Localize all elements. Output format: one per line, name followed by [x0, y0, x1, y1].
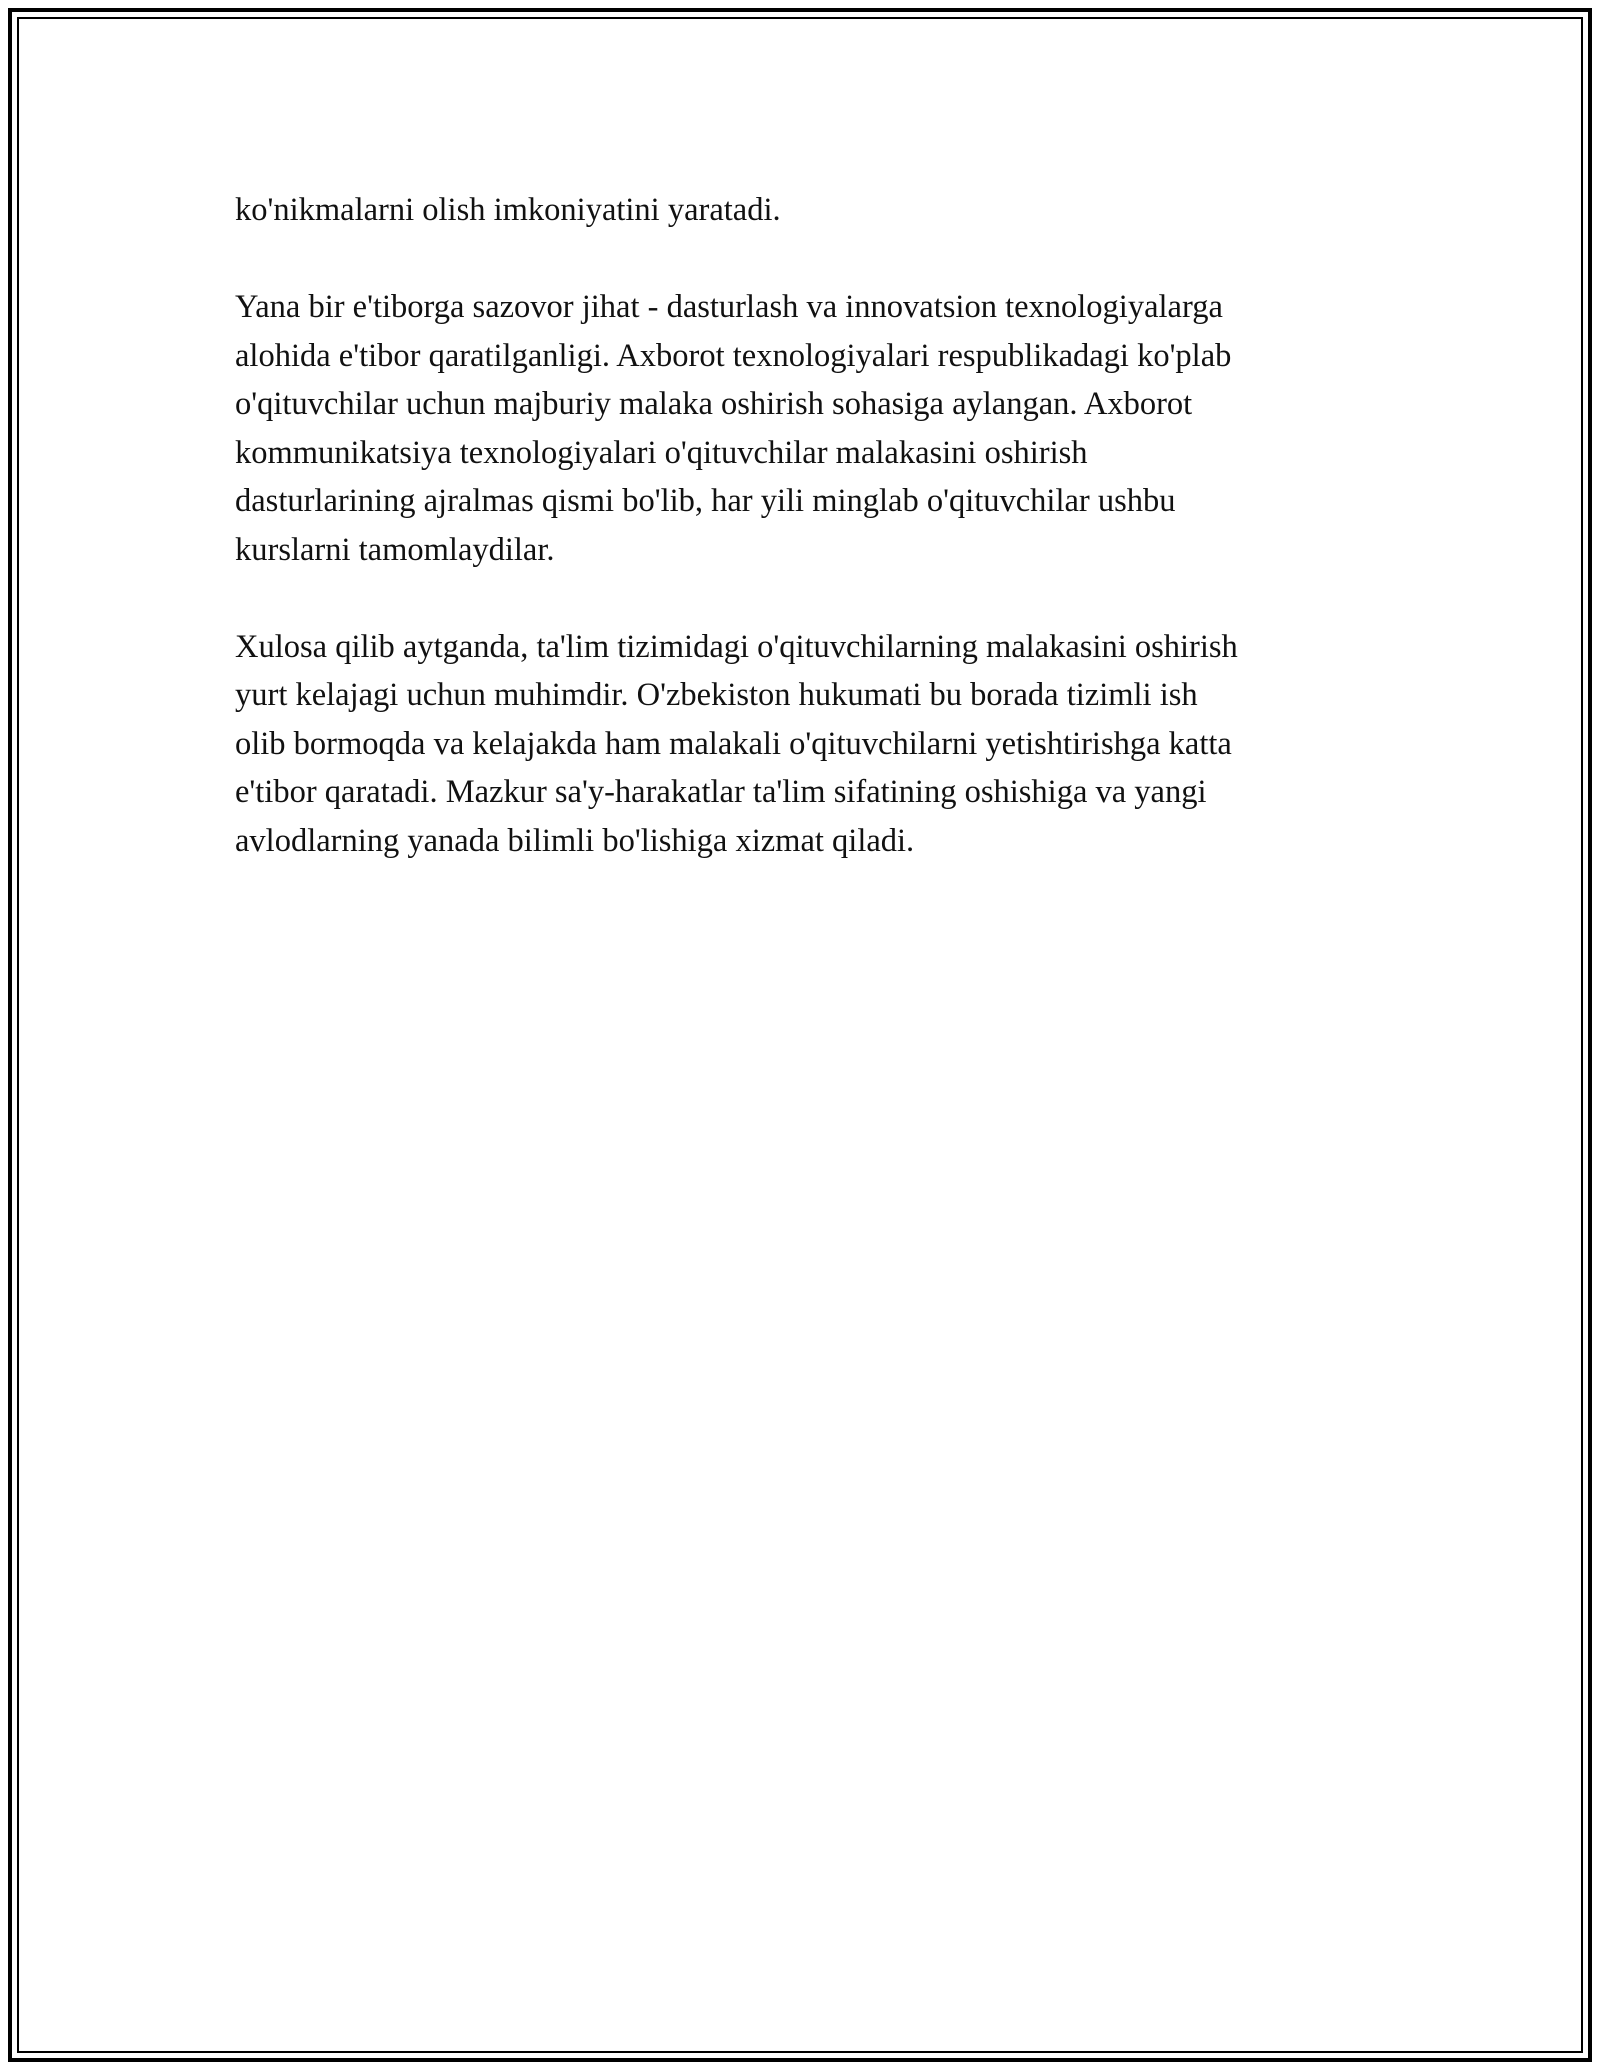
paragraph-continuation: ko'nikmalarni olish imkoniyatini yaratadi. — [235, 192, 781, 228]
paragraph-conclusion: Xulosa qilib aytganda, ta'lim tizimidagi o'qituvchilarning malakasini oshirish yurt kelajagi uchun muhimdir. O'zbekiston hukumati bu borada tizimli ish olib bormoqda va kelajakda ham malakali o'qituvchilarni yetishtirishga katta e'tibor qaratadi. Mazkur sa'y-harakatlar ta'lim sifatining oshishiga va yangi avlodlarning yanada bilimli bo'lishiga xizmat qiladi. — [235, 628, 1238, 859]
document-body — [235, 186, 1395, 914]
paragraph-technology: Yana bir e'tiborga sazovor jihat - dasturlash va innovatsion texnologiyalarga alohida e'tibor qaratilganligi. Axborot texnologiyalari respublikadagi ko'plab o'qituvchilar uchun majburiy malaka oshirish sohasiga aylangan. Axborot kommunikatsiya texnologiyalari o'qituvchilar malakasini oshirish dasturlarining ajralmas qismi bo'lib, har yili minglab o'qituvchilar ushbu kurslarni tamomlaydilar. — [235, 289, 1232, 568]
